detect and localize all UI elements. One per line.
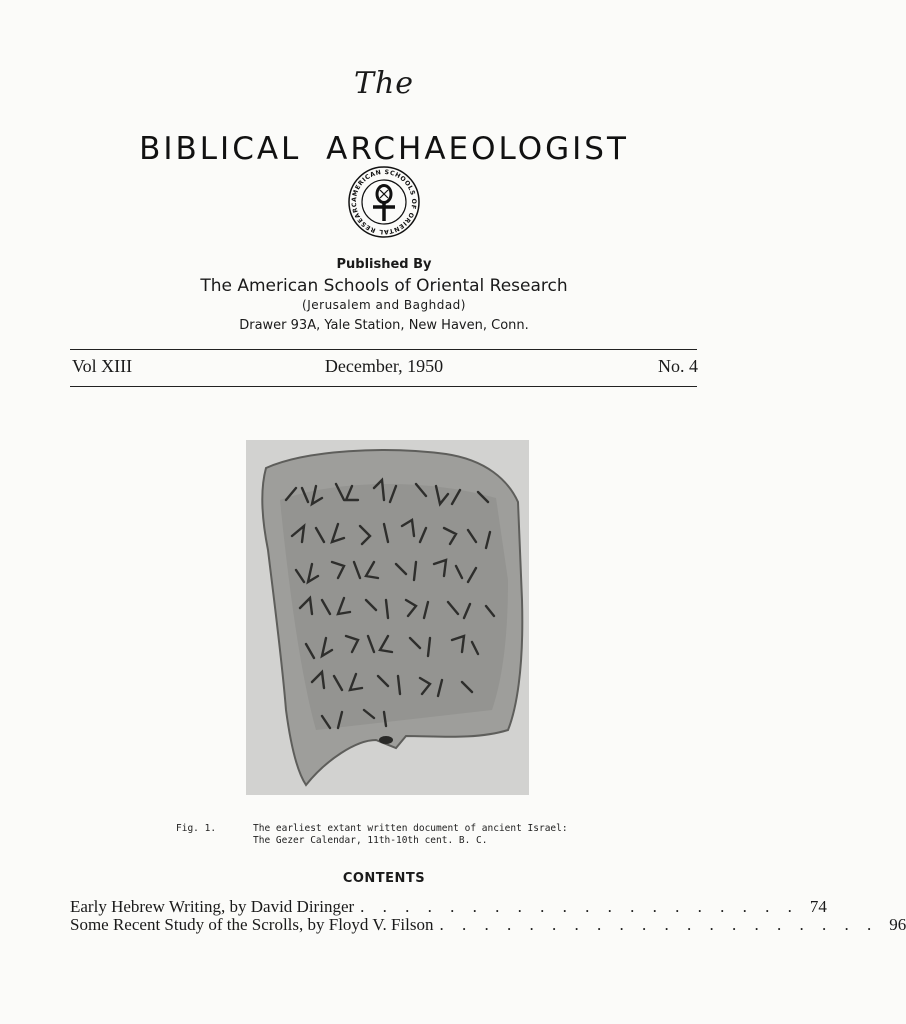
gezer-calendar-photo: [246, 440, 529, 795]
caption-line-1: The earliest extant written document of ancient Israel:: [253, 823, 568, 834]
issue-volume: Vol XIII: [72, 356, 133, 376]
toc-entry: [70, 915, 906, 935]
publisher-name: The American Schools of Oriental Research: [200, 276, 568, 296]
toc-entry: [70, 897, 827, 917]
publisher-address: Drawer 93A, Yale Station, New Haven, Conn.: [239, 318, 529, 333]
toc-entry-page: 74: [809, 897, 827, 916]
issue-number: No. 4: [658, 356, 698, 376]
caption-line-2: The Gezer Calendar, 11th-10th cent. B. C.: [253, 835, 488, 846]
toc-entry-page: 96: [889, 915, 906, 934]
divider-bottom: [70, 386, 697, 387]
seal-text: AMERICAN SCHOOLS OF ORIENTAL RESEARC: [350, 168, 418, 236]
toc-leader: . . . . . . . . . . . . . . . . . . . .: [360, 897, 799, 916]
divider-top: [70, 349, 697, 350]
journal-title: BIBLICAL ARCHAEOLOGIST: [139, 130, 629, 167]
issue-date: December, 1950: [324, 356, 444, 376]
toc-entry-title: Some Recent Study of the Scrolls, by Floyd V. Filson: [70, 915, 434, 934]
contents-heading: CONTENTS: [342, 871, 426, 886]
published-by-label: Published By: [336, 257, 432, 272]
asor-seal-logo: [343, 166, 425, 238]
ankh-icon: [373, 186, 395, 222]
figure-label: Fig. 1.: [176, 823, 217, 834]
publisher-locations: (Jerusalem and Baghdad): [302, 298, 466, 312]
toc-leader: . . . . . . . . . . . . . . . . . . . .: [439, 915, 879, 934]
masthead-the: The: [353, 66, 415, 101]
toc-entry-title: Early Hebrew Writing, by David Diringer: [70, 897, 355, 916]
